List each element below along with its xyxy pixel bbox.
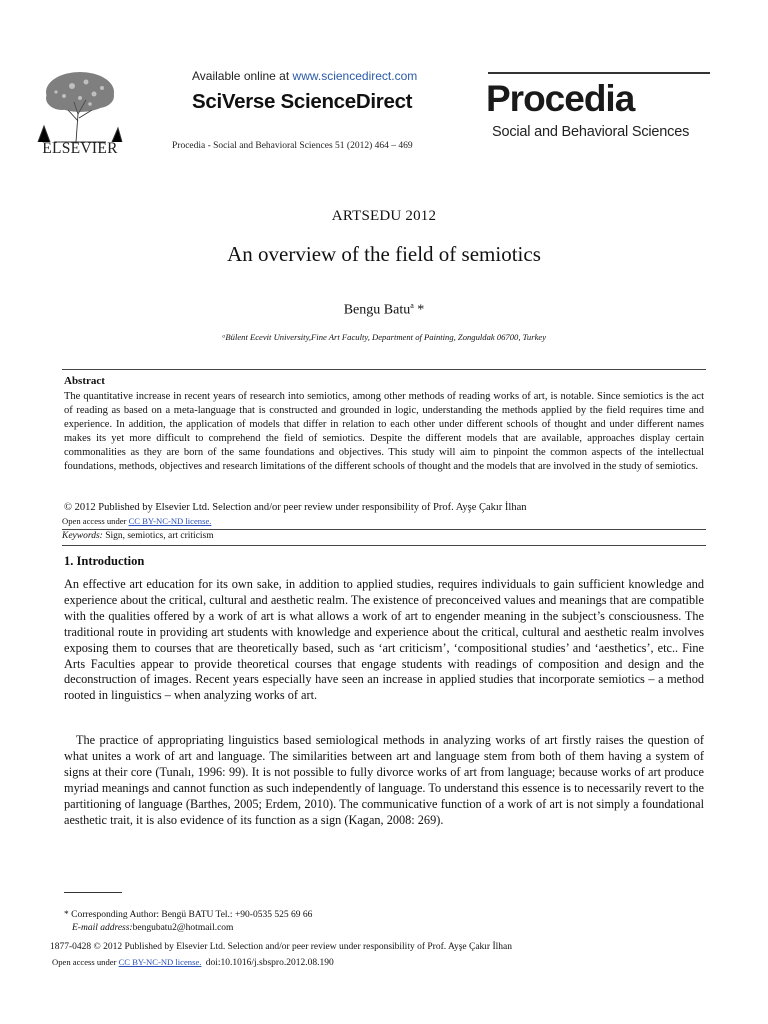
keywords-divider xyxy=(62,529,706,530)
journal-logo-rule xyxy=(488,72,710,74)
sciencedirect-link[interactable]: www.sciencedirect.com xyxy=(292,69,418,83)
intro-paragraph-1: An effective art education for its own sake, in addition to applied studies, requires individuals to gain sufficient knowledge and experience about the critical, cultural and aesthetic realm. The existence of preconceived values and meanings that are compatible with the qualities offered by a work of art is what allows a work of art to engender meaning in the subject’s consciousness. The traditional route in providing art students with knowledge and experience about the critical, cultural and aesthetic realm involves exposing them to courses that are theoretically based, such as ‘art criticism’, ‘compositional studies’ and ‘aesthetics’, etc.. Fine Arts Faculties appear to provide theoretical courses that engage students with readings of composition and design and the deconstruction of images. Recent years especially have seen an increase in applied studies that incorporate semiotics – a method rooted in linguistics – when analyzing works of art. xyxy=(64,577,704,703)
publisher-name: ELSEVIER xyxy=(42,140,118,157)
keywords-label: Keywords: xyxy=(62,531,103,541)
keywords-line xyxy=(62,531,214,541)
author-affiliation-mark: a xyxy=(410,301,414,310)
abstract-bottom-divider xyxy=(62,545,706,546)
section-heading: 1. Introduction xyxy=(64,554,145,568)
availability-line xyxy=(192,69,417,83)
license-link[interactable]: CC BY-NC-ND license. xyxy=(128,516,212,526)
journal-logo-subtitle: Social and Behavioral Sciences xyxy=(492,124,690,140)
author-line xyxy=(0,301,768,319)
corresponding-author-note: * Corresponding Author: Bengü BATU Tel.: +90-0535 525 69 66 xyxy=(64,910,313,920)
conference-name: ARTSEDU 2012 xyxy=(331,208,437,224)
author-affiliation: ᵃBülent Ecevit University,Fine Art Faculty, Department of Painting, Zonguldak 06700, Turkey xyxy=(221,332,547,342)
issn-line: 1877-0428 © 2012 Published by Elsevier Ltd. Selection and/or peer review under responsibility of Prof. Ayşe Çakır İlhan xyxy=(50,942,512,952)
bottom-open-access-line xyxy=(52,957,334,968)
email-label: E-mail address: xyxy=(72,923,133,933)
intro-paragraph-2: The practice of appropriating linguistics based semiological methods in analyzing works of art firstly raises the question of what unites a work of art and language. The similarities between art and language stem from both of them having a system of signs at their core (Tunalı, 1996: 99). It is not possible to fully divorce works of art from language; because works of art produce myriad meanings and cannot function as such independently of language. To understand this essence is to necessarily revert to the partitioning of language (Barthes, 2005; Erdem, 2010). The communicative function of a work of art is not simply a foundational aesthetic trait, it is also evidence of its function as a sign (Kagan, 2008: 269). xyxy=(64,733,704,827)
article-title: An overview of the field of semiotics xyxy=(227,242,541,266)
corresponding-mark: * xyxy=(413,302,425,318)
abstract-body: The quantitative increase in recent years of research into semiotics, among other methods of reading works of art, is notable. Since semiotics is the act of reading as based on a meta-language that is constructed and grounded in logic, understanding the methods applied by the field requires time and experience. In addition, the application of models that differ in relation to each other under different schools of thought and under different names makes its yet more difficult to comprehend the field of semiotics. Despite the different models that are available, approaches display certain commonalities as they are born of the same foundations and objectives. This study will aim to pinpoint the common aspects of the intellectual foundations, methods, objectives and research limitations of the different schools of thought and the models that are involved in the study of semiotics. xyxy=(64,391,704,472)
open-access-line xyxy=(62,516,211,526)
footnote-divider xyxy=(64,892,122,893)
bottom-license-link[interactable]: CC BY-NC-ND license. xyxy=(118,957,202,967)
availability-prefix: Available online at xyxy=(192,69,293,83)
abstract-top-divider xyxy=(62,369,706,370)
copyright-line: © 2012 Published by Elsevier Ltd. Selection and/or peer review under responsibility of Prof. Ayşe Çakır İlhan xyxy=(64,502,527,513)
email-address[interactable]: bengubatu2@hotmail.com xyxy=(132,923,234,933)
abstract-heading: Abstract xyxy=(64,375,105,387)
doi[interactable]: doi:10.1016/j.sbspro.2012.08.190 xyxy=(205,958,334,968)
tree-icon xyxy=(24,66,136,144)
bottom-open-access-prefix: Open access under xyxy=(52,957,119,967)
platform-logo: SciVerse ScienceDirect xyxy=(192,90,413,113)
author-name: Bengu Batu xyxy=(343,302,411,318)
journal-logo-title: Procedia xyxy=(486,78,635,119)
keywords-text: Sign, semiotics, art criticism xyxy=(102,531,214,541)
open-access-prefix: Open access under xyxy=(62,516,129,526)
journal-citation: Procedia - Social and Behavioral Sciences 51 (2012) 464 – 469 xyxy=(172,141,413,151)
email-note xyxy=(72,923,233,933)
